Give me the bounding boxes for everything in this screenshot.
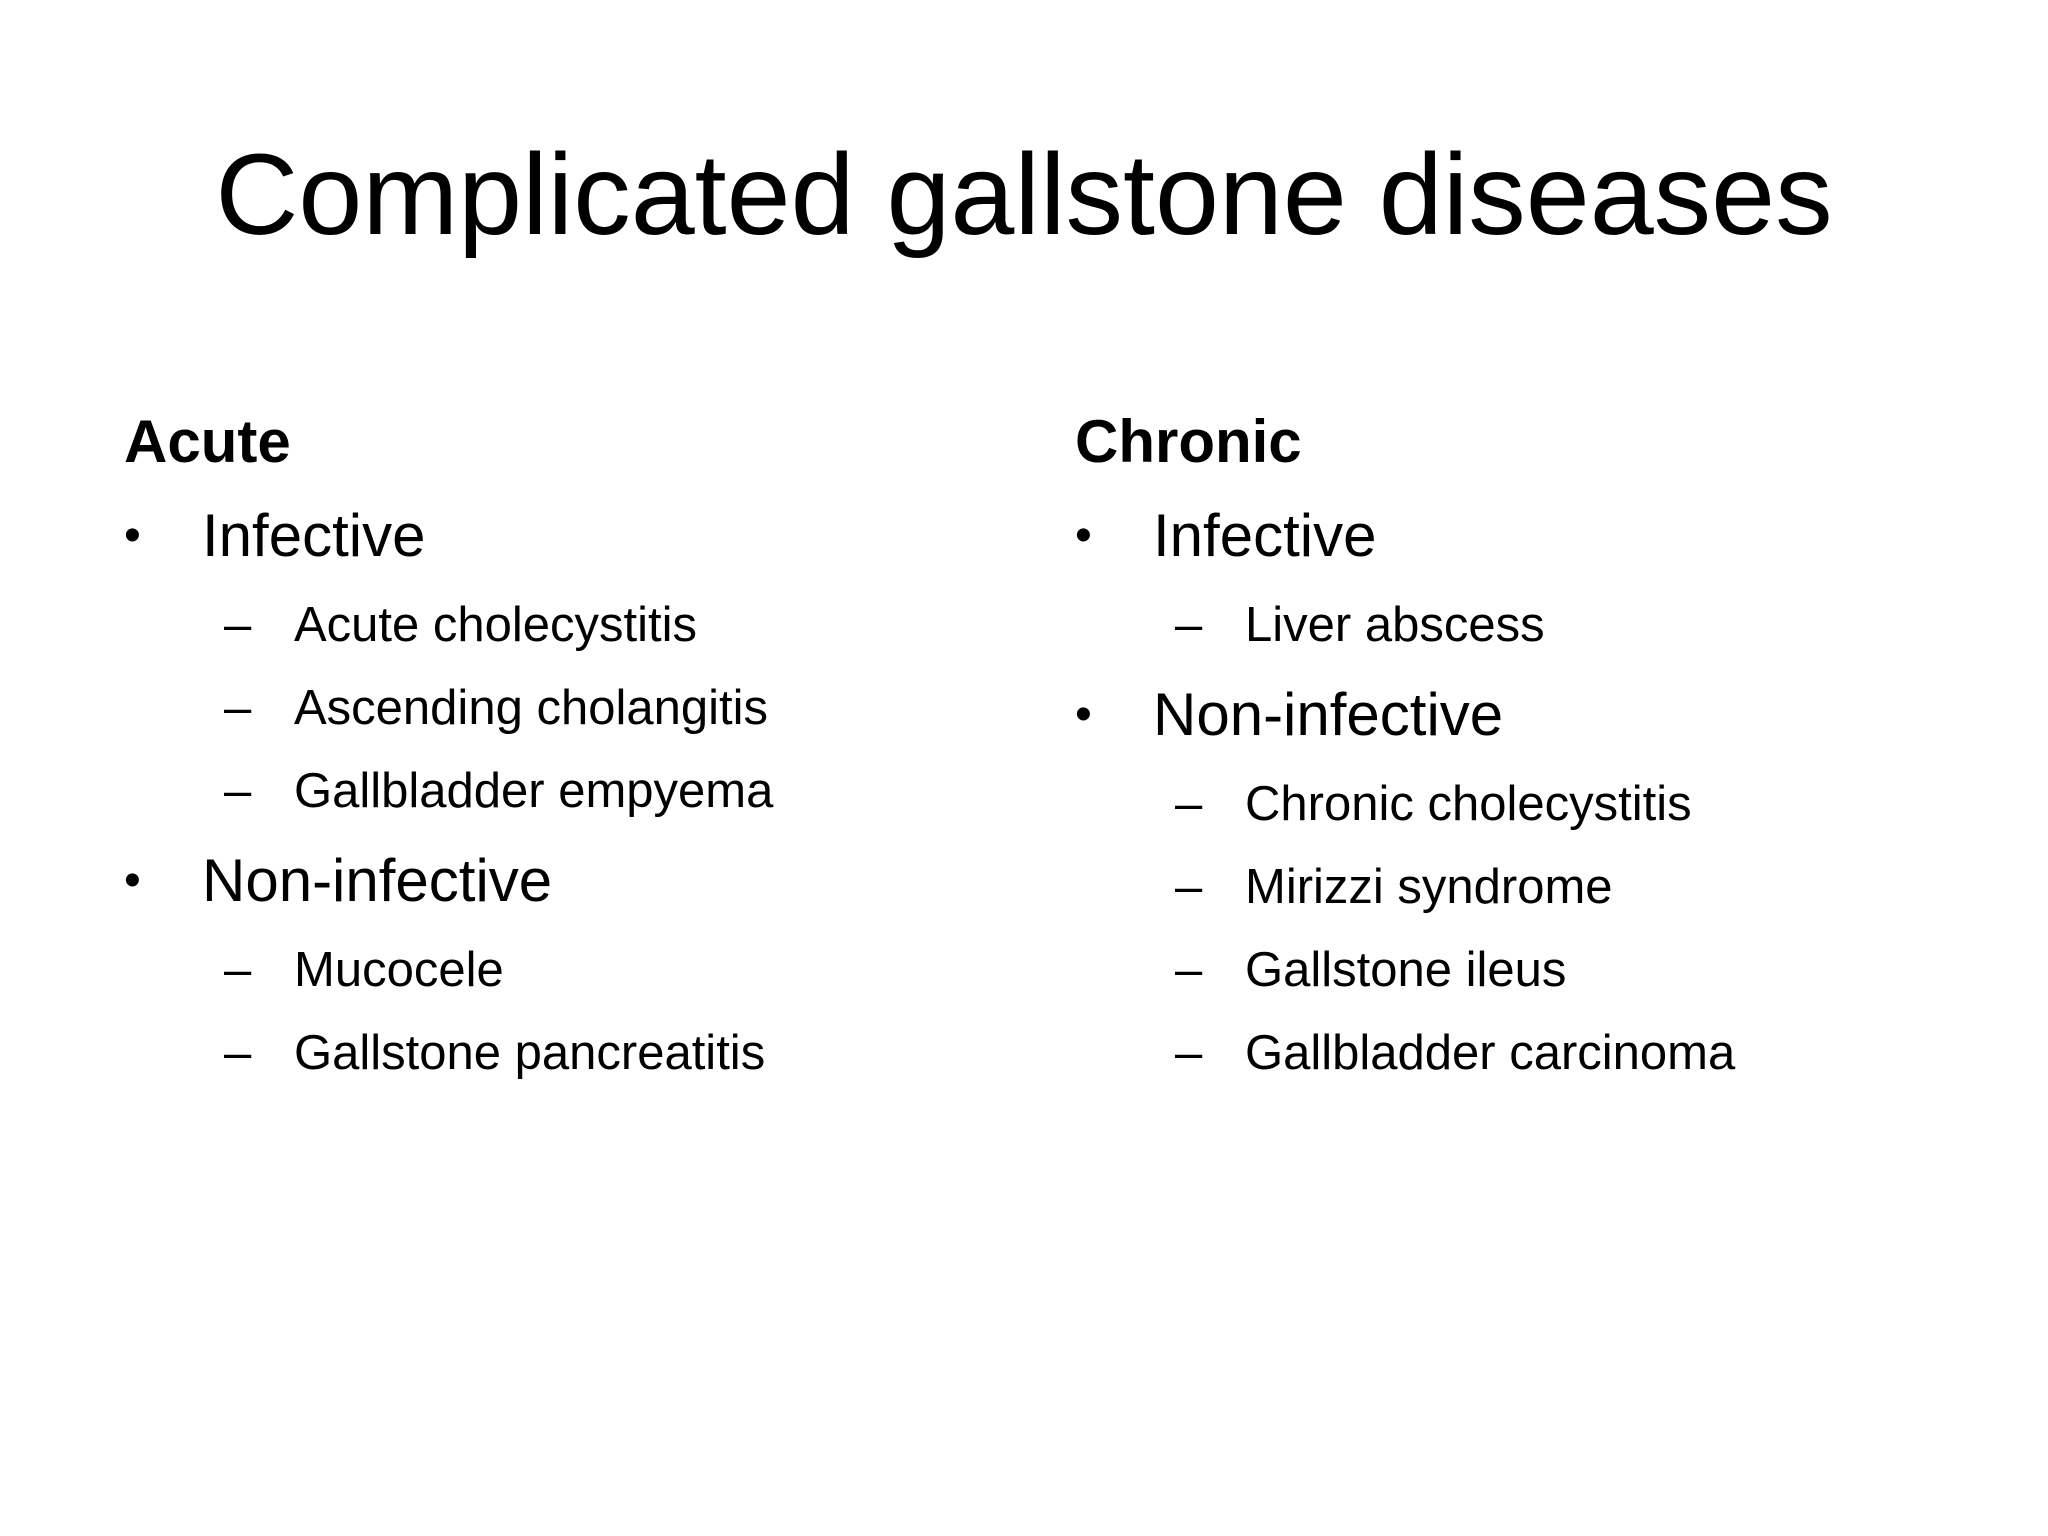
sub-item: [124, 672, 1024, 744]
acute-column: [124, 402, 1024, 1089]
sub-item-label: Mucocele: [294, 943, 504, 997]
sub-item: [1075, 851, 1975, 923]
sub-item-label: Gallbladder carcinoma: [1245, 1026, 1736, 1080]
dash-icon: –: [224, 764, 252, 818]
bullet-item: [124, 494, 1024, 578]
bullet-item: [124, 839, 1024, 923]
sub-item-label: Mirizzi syndrome: [1245, 860, 1613, 914]
sub-item-label: Gallstone pancreatitis: [294, 1026, 766, 1080]
column-heading-chronic: Chronic: [1075, 408, 1302, 475]
bullet-label: Infective: [202, 502, 426, 569]
dash-icon: –: [1175, 1026, 1203, 1080]
dash-icon: –: [224, 943, 252, 997]
bullet-icon: •: [124, 854, 141, 907]
bullet-item: [1075, 494, 1975, 578]
sub-item: [1075, 1017, 1975, 1089]
column-heading-acute: Acute: [124, 408, 291, 475]
bullet-item: [1075, 673, 1975, 757]
dash-icon: –: [1175, 598, 1203, 652]
sub-item: [124, 755, 1024, 827]
sub-item-label: Ascending cholangitis: [294, 681, 768, 735]
sub-item: [124, 1017, 1024, 1089]
sub-item: [1075, 589, 1975, 661]
sub-item-label: Gallstone ileus: [1245, 943, 1567, 997]
bullet-icon: •: [1075, 688, 1092, 741]
dash-icon: –: [1175, 777, 1203, 831]
sub-item: [1075, 934, 1975, 1006]
bullet-icon: •: [124, 509, 141, 562]
sub-item-label: Acute cholecystitis: [294, 598, 698, 652]
dash-icon: –: [224, 598, 252, 652]
sub-item: [124, 589, 1024, 661]
sub-item-label: Chronic cholecystitis: [1245, 777, 1692, 831]
sub-item: [1075, 768, 1975, 840]
sub-item-label: Gallbladder empyema: [294, 764, 774, 818]
bullet-label: Non-infective: [1153, 681, 1504, 748]
bullet-icon: •: [1075, 509, 1092, 562]
bullet-label: Non-infective: [202, 847, 553, 914]
dash-icon: –: [224, 681, 252, 735]
sub-item-label: Liver abscess: [1245, 598, 1545, 652]
dash-icon: –: [1175, 943, 1203, 997]
dash-icon: –: [1175, 860, 1203, 914]
bullet-label: Infective: [1153, 502, 1377, 569]
sub-item: [124, 934, 1024, 1006]
dash-icon: –: [224, 1026, 252, 1080]
slide-title: Complicated gallstone diseases: [215, 131, 1833, 259]
chronic-column: [1075, 402, 1975, 1089]
